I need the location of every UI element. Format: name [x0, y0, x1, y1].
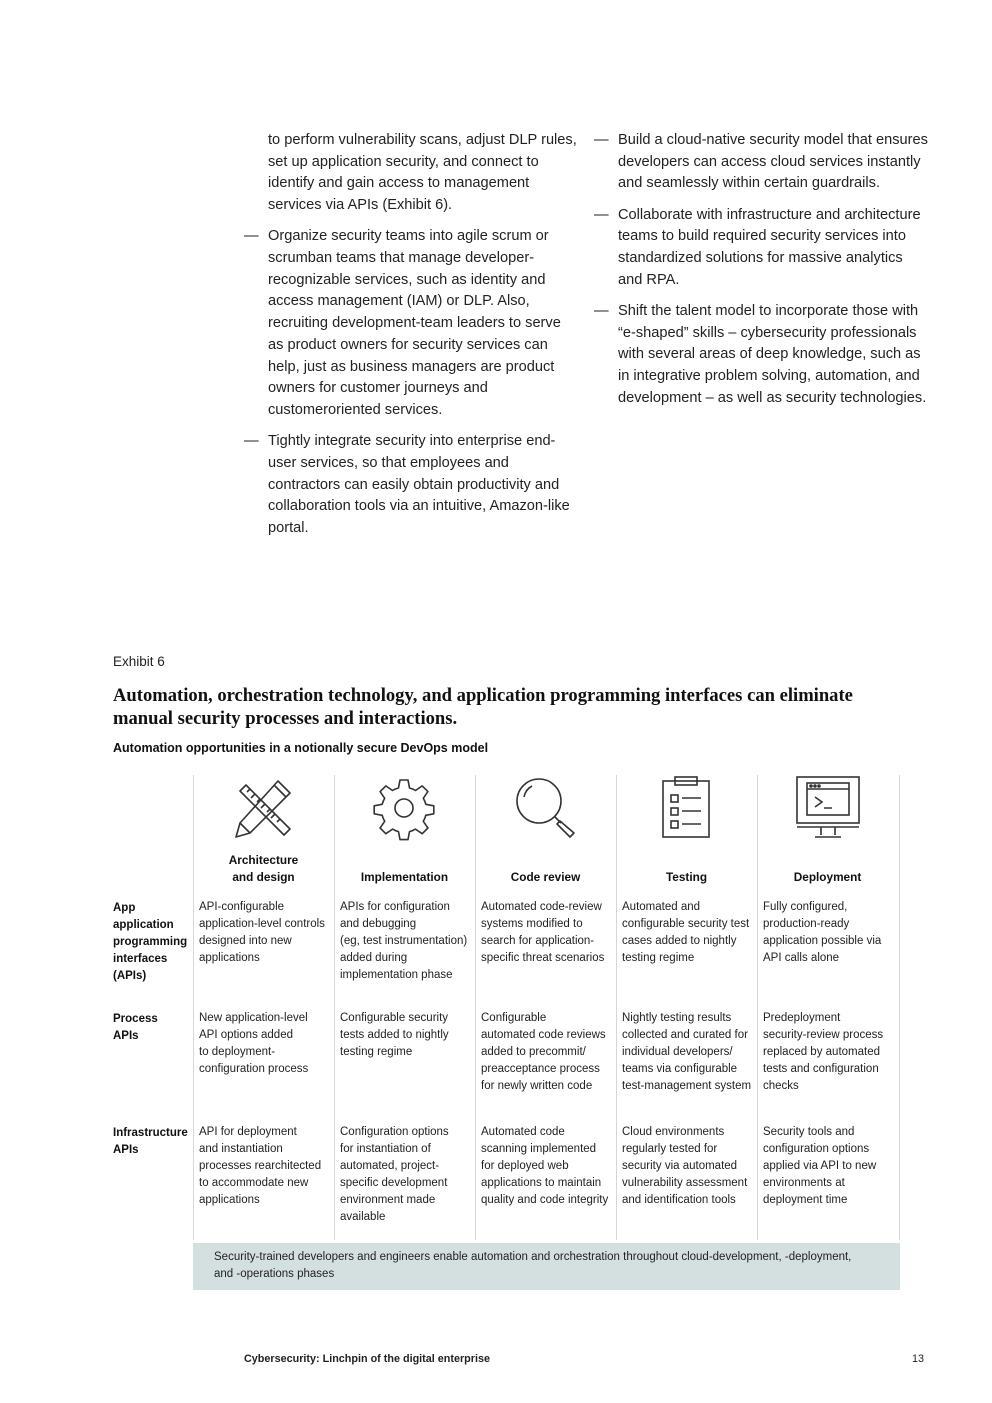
cell-line: checks	[763, 1080, 799, 1092]
table-cell	[199, 1124, 337, 1209]
left-text-column	[244, 130, 580, 549]
cell-line: collected and curated for	[622, 1029, 748, 1041]
cell-line: applied via API to new	[763, 1160, 877, 1172]
right-paragraph-3	[594, 301, 930, 410]
cell-line: configuration options	[763, 1143, 870, 1155]
page-number: 13	[912, 1353, 925, 1365]
cell-line: configuration process	[199, 1063, 309, 1075]
banner-line: Security-trained developers and engineers enable automation and orchestration throughout cloud-development, -deployment,	[214, 1251, 852, 1263]
right-text-column	[594, 130, 930, 419]
summary-banner	[193, 1243, 900, 1290]
cell-line: testing regime	[340, 1046, 413, 1058]
cell-line: API options added	[199, 1029, 293, 1041]
cell-line: tests added to nightly	[340, 1029, 449, 1041]
cell-line: for newly written code	[481, 1080, 593, 1092]
pencil-ruler-icon	[230, 775, 296, 841]
cell-line: tests and configuration	[763, 1063, 879, 1075]
cell-line: specific threat scenarios	[481, 952, 605, 964]
table-cell	[481, 1124, 619, 1209]
bullet-dash: —	[244, 228, 259, 245]
cell-line: for instantiation of	[340, 1143, 431, 1155]
row-header-app-apis	[113, 900, 193, 985]
column-header-deployment: Deployment	[793, 870, 862, 884]
table-cell	[763, 1124, 901, 1209]
table-cell	[340, 899, 478, 984]
cell-line: application possible via	[763, 935, 882, 947]
table-cell	[199, 899, 337, 967]
row-header-line: programming	[113, 936, 188, 948]
table-cell	[763, 899, 901, 967]
cell-line: Predeployment	[763, 1012, 841, 1024]
cell-line: testing regime	[622, 952, 695, 964]
right-paragraph-2	[594, 205, 930, 292]
cell-line: test-management system	[622, 1080, 752, 1092]
cell-line: automated, project-	[340, 1160, 440, 1172]
table-cell	[622, 899, 760, 967]
cell-line: specific development	[340, 1177, 448, 1189]
cell-line: Configurable	[481, 1012, 547, 1024]
row-header-line: interfaces	[113, 953, 168, 965]
cell-line: Security tools and	[763, 1126, 855, 1138]
row-header-line: APIs	[113, 1144, 139, 1156]
cell-line: and debugging	[340, 918, 417, 930]
cell-line: APIs for configuration	[340, 901, 450, 913]
gear-icon	[371, 775, 437, 841]
cell-line: designed into new	[199, 935, 292, 947]
bullet-dash: —	[244, 433, 259, 450]
cell-line: security-review process	[763, 1029, 884, 1041]
bullet-dash: —	[594, 206, 609, 223]
cell-line: regularly tested for	[622, 1143, 718, 1155]
cell-line: Automated and	[622, 901, 701, 913]
paragraph-text: to perform vulnerability scans, adjust DLP rules, set up application security, and connect to identify and gain access to management services via APIs (Exhibit 6).	[268, 132, 577, 214]
row-header-line: Process	[113, 1013, 158, 1025]
clipboard-checklist-icon	[653, 775, 719, 841]
cell-line: preacceptance process	[481, 1063, 600, 1075]
cell-line: environments at	[763, 1177, 845, 1189]
cell-line: added to precommit/	[481, 1046, 586, 1058]
column-header-architecture	[193, 852, 334, 886]
cell-line: applications to maintain	[481, 1177, 602, 1189]
table-cell	[763, 1010, 901, 1095]
cell-line: Configurable security	[340, 1012, 449, 1024]
row-header-line: (APIs)	[113, 970, 147, 982]
table-cell	[481, 1010, 619, 1095]
cell-line: Cloud environments	[622, 1126, 725, 1138]
row-header-line: APIs	[113, 1030, 139, 1042]
left-paragraph-2	[244, 226, 580, 421]
bullet-dash: —	[594, 132, 609, 148]
cell-line: processes rearchitected	[199, 1160, 322, 1172]
table-cell	[340, 1124, 478, 1226]
cell-line: vulnerability assessment	[622, 1177, 748, 1189]
cell-line: deployment time	[763, 1194, 848, 1206]
cell-line: applications	[199, 952, 260, 964]
bullet-dash: —	[594, 302, 609, 319]
footer-title: Cybersecurity: Linchpin of the digital enterprise	[244, 1353, 490, 1365]
cell-line: security via automated	[622, 1160, 738, 1172]
cell-line: to accommodate new	[199, 1177, 309, 1189]
cell-line: and identification tools	[622, 1194, 736, 1206]
paragraph-text: Organize security teams into agile scrum or scrumban teams that manage developer-recognizable services, such as identity and access management (IAM) or DLP. Also, recruiting development-team leaders to serve as product owners for security services can help, just as business managers are product owners for customer journeys and customeroriented services.	[268, 228, 561, 418]
cell-line: quality and code integrity	[481, 1194, 609, 1206]
table-cell	[481, 899, 619, 967]
cell-line: Configuration options	[340, 1126, 449, 1138]
exhibit-label: Exhibit 6	[113, 654, 165, 669]
column-divider	[193, 775, 194, 1240]
cell-line: individual developers/	[622, 1046, 733, 1058]
paragraph-text: Collaborate with infrastructure and architecture teams to build required security services into standardized solutions for massive analytics and RPA.	[618, 206, 921, 288]
cell-line: available	[340, 1211, 386, 1223]
cell-line: for deployed web	[481, 1160, 569, 1172]
cell-line: API-configurable	[199, 901, 285, 913]
magnifier-icon	[512, 775, 578, 841]
cell-line: New application-level	[199, 1012, 308, 1024]
table-cell	[199, 1010, 337, 1078]
cell-line: application-level controls	[199, 918, 325, 930]
paragraph-text: Shift the talent model to incorporate those with “e-shaped” skills – cybersecurity professionals with several areas of deep knowledge, such as in integrative problem solving, automation, and development – as well as security technologies.	[618, 302, 927, 406]
cell-line: configurable security test	[622, 918, 750, 930]
cell-line: API calls alone	[763, 952, 840, 964]
cell-line: Nightly testing results	[622, 1012, 732, 1024]
row-header-process-apis	[113, 1011, 193, 1045]
cell-line: implementation phase	[340, 969, 453, 981]
monitor-terminal-icon	[795, 775, 861, 841]
cell-line: to deployment-	[199, 1046, 276, 1058]
cell-line: cases added to nightly	[622, 935, 737, 947]
cell-line: search for application-	[481, 935, 595, 947]
cell-line: API for deployment	[199, 1126, 297, 1138]
cell-line: applications	[199, 1194, 260, 1206]
cell-line: replaced by automated	[763, 1046, 880, 1058]
exhibit-title: Automation, orchestration technology, and application programming interfaces can eliminate manual security processes and interactions.	[113, 685, 853, 729]
row-header-line: Infrastructure	[113, 1127, 188, 1139]
row-header-line: App	[113, 902, 136, 914]
left-paragraph-3	[244, 431, 580, 540]
cell-line: Automated code-review	[481, 901, 602, 913]
cell-line: environment made	[340, 1194, 436, 1206]
cell-line: systems modified to	[481, 918, 583, 930]
cell-line: automated code reviews	[481, 1029, 606, 1041]
column-header-testing: Testing	[665, 870, 708, 884]
cell-line: (eg, test instrumentation)	[340, 935, 468, 947]
cell-line: scanning implemented	[481, 1143, 597, 1155]
column-header-line: Architecture	[228, 853, 299, 867]
right-paragraph-1	[594, 130, 930, 195]
column-header-implementation: Implementation	[360, 870, 449, 884]
column-header-line: and design	[232, 870, 295, 884]
paragraph-text: Tightly integrate security into enterprise end-user services, so that employees and contractors can easily obtain productivity and collaboration tools via an intuitive, Amazon-like portal.	[268, 433, 570, 536]
banner-line: and -operations phases	[214, 1268, 335, 1280]
cell-line: added during	[340, 952, 408, 964]
cell-line: Fully configured,	[763, 901, 848, 913]
table-cell	[340, 1010, 478, 1061]
paragraph-text: Build a cloud-native security model that ensures developers can access cloud services instantly and seamlessly within certain guardrails.	[618, 132, 928, 192]
row-header-infrastructure-apis	[113, 1125, 193, 1159]
cell-line: Automated code	[481, 1126, 565, 1138]
cell-line: teams via configurable	[622, 1063, 738, 1075]
left-paragraph-1	[244, 130, 580, 217]
column-header-code-review: Code review	[510, 870, 581, 884]
table-cell	[622, 1010, 760, 1095]
exhibit-subtitle: Automation opportunities in a notionally secure DevOps model	[113, 741, 489, 755]
cell-line: and instantiation	[199, 1143, 283, 1155]
cell-line: production-ready	[763, 918, 850, 930]
row-header-line: application	[113, 919, 174, 931]
table-cell	[622, 1124, 760, 1209]
